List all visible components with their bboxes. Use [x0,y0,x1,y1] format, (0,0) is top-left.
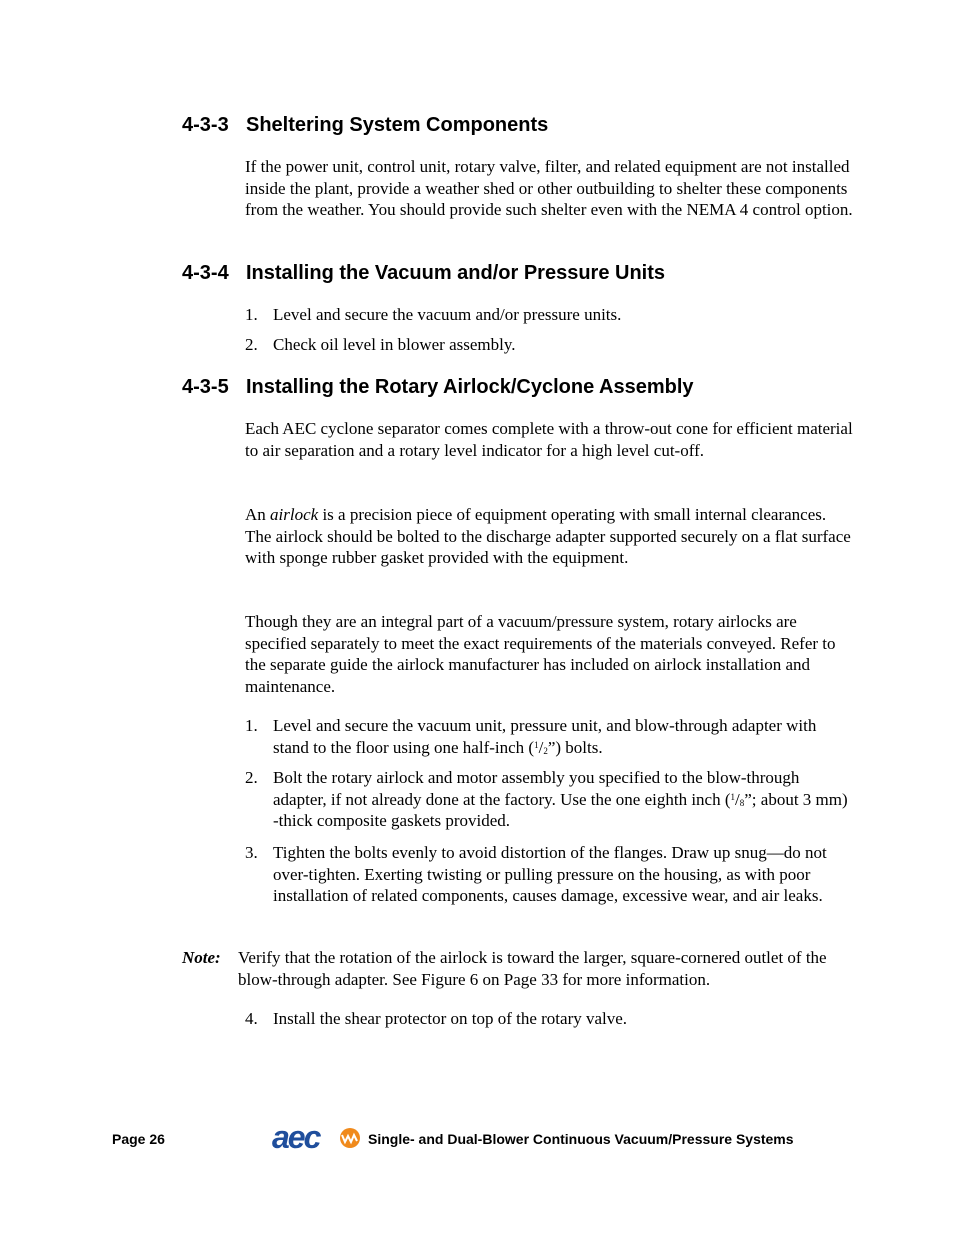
list-item-number: 1. [245,716,258,735]
list-item [245,304,855,326]
list-item-text [273,767,855,832]
list-item-text: Tighten the bolts evenly to avoid distortion of the flanges. Draw up snug—do not over-tighten. Exerting twisting or pulling pressure on the housing, as with poor installation of related components, causes damage, excessive wear, and air leaks. [273,843,827,905]
fraction-denominator: 2 [543,745,548,756]
airlock-spec-paragraph: Though they are an integral part of a vacuum/pressure system, rotary airlocks are specified separately to meet the exact requirements of the materials conveyed. Refer to the separate guide the airlock manufacturer has included on airlock installation and maintenance. [245,612,836,696]
page-number: Page 26 [112,1131,165,1147]
fraction-numerator: 1 [730,791,736,802]
fraction-slash: / [735,789,740,809]
footer-title: Single- and Dual-Blower Continuous Vacuum/Pressure Systems [368,1131,794,1147]
list-item-text-lead: Bolt the rotary airlock and motor assembly you specified to the blow-through adapter, if not already done at the factory. Use the one eighth inch ( [273,768,800,809]
airlock-paragraph [245,504,855,569]
list-item-text: Install the shear protector on top of the rotary valve. [273,1009,628,1028]
section-number: 4-3-3 [182,114,229,136]
list-item-number: 4. [245,1009,258,1028]
list-item [245,842,855,907]
section-heading-4-3-5 [182,375,694,399]
section-title: Installing the Vacuum and/or Pressure Units [246,262,665,284]
sheltering-paragraph: If the power unit, control unit, rotary valve, filter, and related equipment are not installed inside the plant, provide a weather shed or other outbuilding to shelter these components from the weather. You should provide such shelter even with the NEMA 4 control option. [245,157,853,219]
list-item [245,1008,855,1030]
section-title: Sheltering System Components [246,114,549,136]
fraction-denominator: 8 [739,797,745,808]
list-item-text-tail: ”; about 3 mm) -thick composite gaskets provided. [273,789,848,830]
cyclone-paragraph: Each AEC cyclone separator comes complete with a throw-out cone for efficient material to air separation and a rotary level indicator for a high level cut-off. [245,419,853,460]
section-heading-4-3-4 [182,261,665,285]
list-item-text-lead: Level and secure the vacuum unit, pressure unit, and blow-through adapter with stand to the floor using one half-inch ( [273,716,817,757]
list-item-text: Level and secure the vacuum and/or pressure units. [273,305,622,324]
airlock-paragraph-lead: An [245,505,271,524]
fraction-numerator: 1 [534,739,539,750]
list-item [245,715,855,758]
list-item-text [273,715,855,758]
airlock-term: airlock [270,505,319,524]
section-number: 4-3-5 [182,376,229,398]
list-item-number: 2. [245,335,258,354]
list-item-number: 3. [245,843,258,862]
list-item [245,334,855,356]
list-item [245,767,855,832]
section-title: Installing the Rotary Airlock/Cyclone Assembly [246,376,694,398]
note-text: Verify that the rotation of the airlock is toward the larger, square-cornered outlet of the blow-through adapter. See Figure 6 on Page 33 for more information. [238,948,827,989]
aec-logo [270,1121,362,1151]
aec-logo-text: aec [272,1121,320,1151]
fraction-slash: / [538,737,544,757]
list-item-text-tail: ”) bolts. [547,737,603,757]
list-item-text: Check oil level in blower assembly. [273,335,516,354]
list-item-number: 2. [245,768,258,787]
section-number: 4-3-4 [182,262,229,284]
list-item-number: 1. [245,305,258,324]
airlock-paragraph-body: is a precision piece of equipment operating with small internal clearances. The airlock should be bolted to the discharge adapter supported securely on a flat surface with sponge rubber gasket provided with the equipment. [245,505,851,567]
note-label: Note: [182,948,221,967]
section-heading-4-3-3 [182,113,548,137]
